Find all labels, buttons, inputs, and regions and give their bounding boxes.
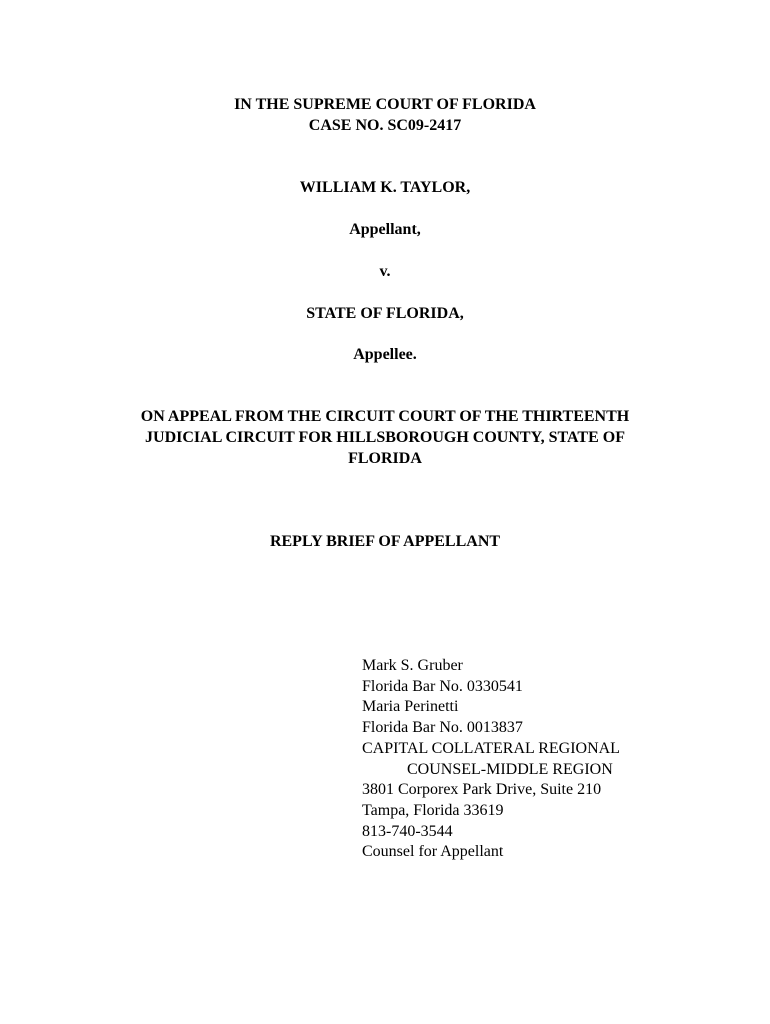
appellee-name: STATE OF FLORIDA, bbox=[306, 305, 464, 322]
appeal-line: JUDICIAL CIRCUIT FOR HILLSBOROUGH COUNTY, STATE OF bbox=[145, 429, 625, 446]
office-name: CAPITAL COLLATERAL REGIONAL bbox=[362, 739, 620, 757]
phone-number: 813-740-3544 bbox=[362, 822, 453, 840]
attorney-bar-number: Florida Bar No. 0013837 bbox=[362, 719, 523, 737]
attorney-name: Maria Perinetti bbox=[362, 698, 459, 716]
address-street: 3801 Corporex Park Drive, Suite 210 bbox=[362, 781, 602, 799]
attorney-bar-number: Florida Bar No. 0330541 bbox=[362, 677, 523, 695]
appellant-name: WILLIAM K. TAYLOR, bbox=[299, 179, 471, 196]
appellee-role: Appellee. bbox=[353, 346, 417, 363]
address-city: Tampa, Florida 33619 bbox=[362, 801, 504, 819]
appellant-role: Appellant, bbox=[349, 221, 421, 238]
case-number: CASE NO. SC09-2417 bbox=[308, 117, 462, 134]
versus: v. bbox=[379, 263, 391, 280]
appeal-statement bbox=[0, 406, 770, 469]
attorney-name: Mark S. Gruber bbox=[362, 657, 463, 674]
office-name-continued: COUNSEL-MIDDLE REGION bbox=[407, 760, 613, 778]
counsel-role: Counsel for Appellant bbox=[362, 843, 504, 861]
appeal-line: ON APPEAL FROM THE CIRCUIT COURT OF THE THIRTEENTH bbox=[140, 408, 630, 425]
counsel-block bbox=[362, 656, 620, 863]
court-name: IN THE SUPREME COURT OF FLORIDA bbox=[234, 96, 536, 113]
brief-title: REPLY BRIEF OF APPELLANT bbox=[269, 533, 501, 550]
appeal-line: FLORIDA bbox=[348, 450, 422, 467]
